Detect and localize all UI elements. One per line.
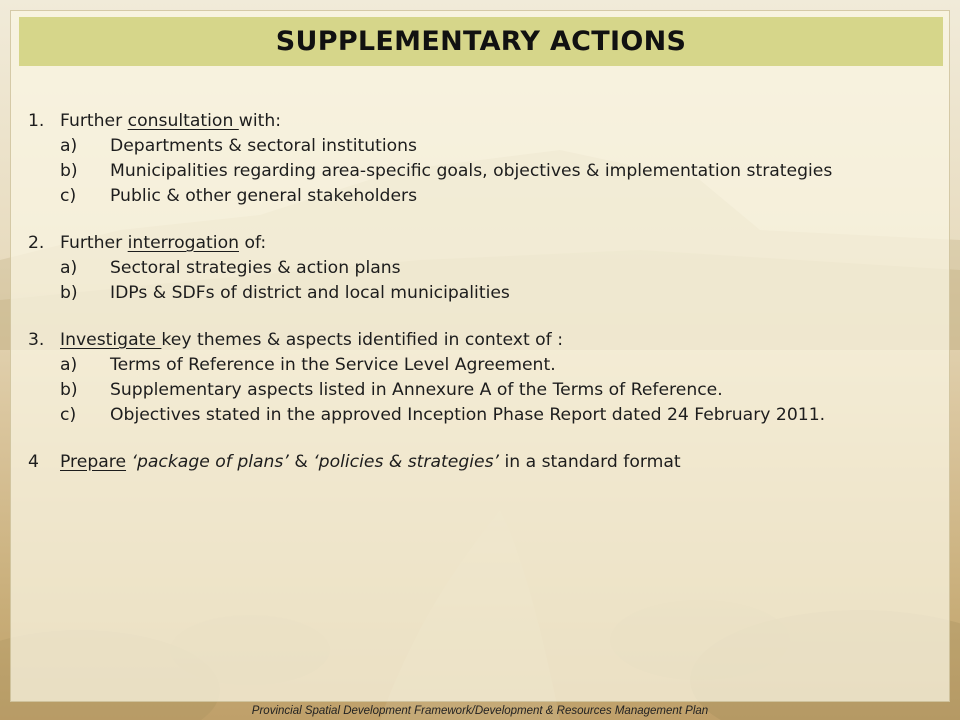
footer-text: Provincial Spatial Development Framework/Development & Resources Management Plan xyxy=(251,705,709,717)
action-body xyxy=(60,450,928,475)
heading-text: Further xyxy=(60,233,128,253)
sub-item xyxy=(60,256,928,281)
sub-item-letter: a) xyxy=(60,355,78,375)
action-body xyxy=(60,231,928,306)
sub-item xyxy=(60,403,928,428)
heading-text: & xyxy=(288,452,314,472)
sub-item-text: Supplementary aspects listed in Annexure A of the Terms of Reference. xyxy=(110,380,723,400)
sub-item-letter: c) xyxy=(60,405,77,425)
action-heading xyxy=(60,450,928,475)
sub-item-letter: a) xyxy=(60,136,78,156)
sub-item-letter: b) xyxy=(60,380,78,400)
sub-item xyxy=(60,378,928,403)
heading-text: with: xyxy=(238,111,282,131)
action-number: 2. xyxy=(28,233,45,253)
heading-text: in a standard format xyxy=(499,452,681,472)
sub-item-letter: b) xyxy=(60,283,78,303)
sub-item-text: Departments & sectoral institutions xyxy=(110,136,418,156)
underlined-keyword: Investigate xyxy=(60,330,162,350)
sub-item-text: Sectoral strategies & action plans xyxy=(110,258,401,278)
italic-phrase: ‘policies & strategies’ xyxy=(313,452,500,472)
underlined-keyword: interrogation xyxy=(127,233,239,253)
sub-item xyxy=(60,134,928,159)
action-item-3 xyxy=(28,328,928,428)
sub-item-letter: a) xyxy=(60,258,78,278)
action-body xyxy=(60,109,928,209)
title-bar xyxy=(19,17,943,66)
action-number: 1. xyxy=(28,111,45,131)
heading-text: Further xyxy=(60,111,128,131)
action-item-4 xyxy=(28,450,928,475)
sub-item-letter: c) xyxy=(60,186,77,206)
sub-item-letter: b) xyxy=(60,161,78,181)
action-number: 3. xyxy=(28,330,45,350)
action-number: 4 xyxy=(28,452,39,472)
sub-item-text: IDPs & SDFs of district and local municipalities xyxy=(110,283,510,303)
action-body xyxy=(60,328,928,428)
sub-item-text: Public & other general stakeholders xyxy=(110,186,418,206)
slide-title: SUPPLEMENTARY ACTIONS xyxy=(275,26,687,57)
sub-item xyxy=(60,184,928,209)
sub-item-text: Objectives stated in the approved Inception Phase Report dated 24 February 2011. xyxy=(110,405,826,425)
sub-item xyxy=(60,159,928,184)
italic-phrase: ‘package of plans’ xyxy=(131,452,289,472)
heading-text: of: xyxy=(238,233,267,253)
action-item-1 xyxy=(28,109,928,209)
sub-item-text: Municipalities regarding area-specific goals, objectives & implementation strategies xyxy=(110,161,833,181)
action-heading xyxy=(60,109,928,134)
action-list xyxy=(28,109,928,475)
sub-item-text: Terms of Reference in the Service Level Agreement. xyxy=(110,355,556,375)
sub-item xyxy=(60,281,928,306)
action-item-2 xyxy=(28,231,928,306)
underlined-keyword: Prepare xyxy=(60,452,127,472)
sub-item xyxy=(60,353,928,378)
action-heading xyxy=(60,328,928,353)
heading-text: key themes & aspects identified in context of : xyxy=(161,330,563,350)
underlined-keyword: consultation xyxy=(127,111,239,131)
action-heading xyxy=(60,231,928,256)
